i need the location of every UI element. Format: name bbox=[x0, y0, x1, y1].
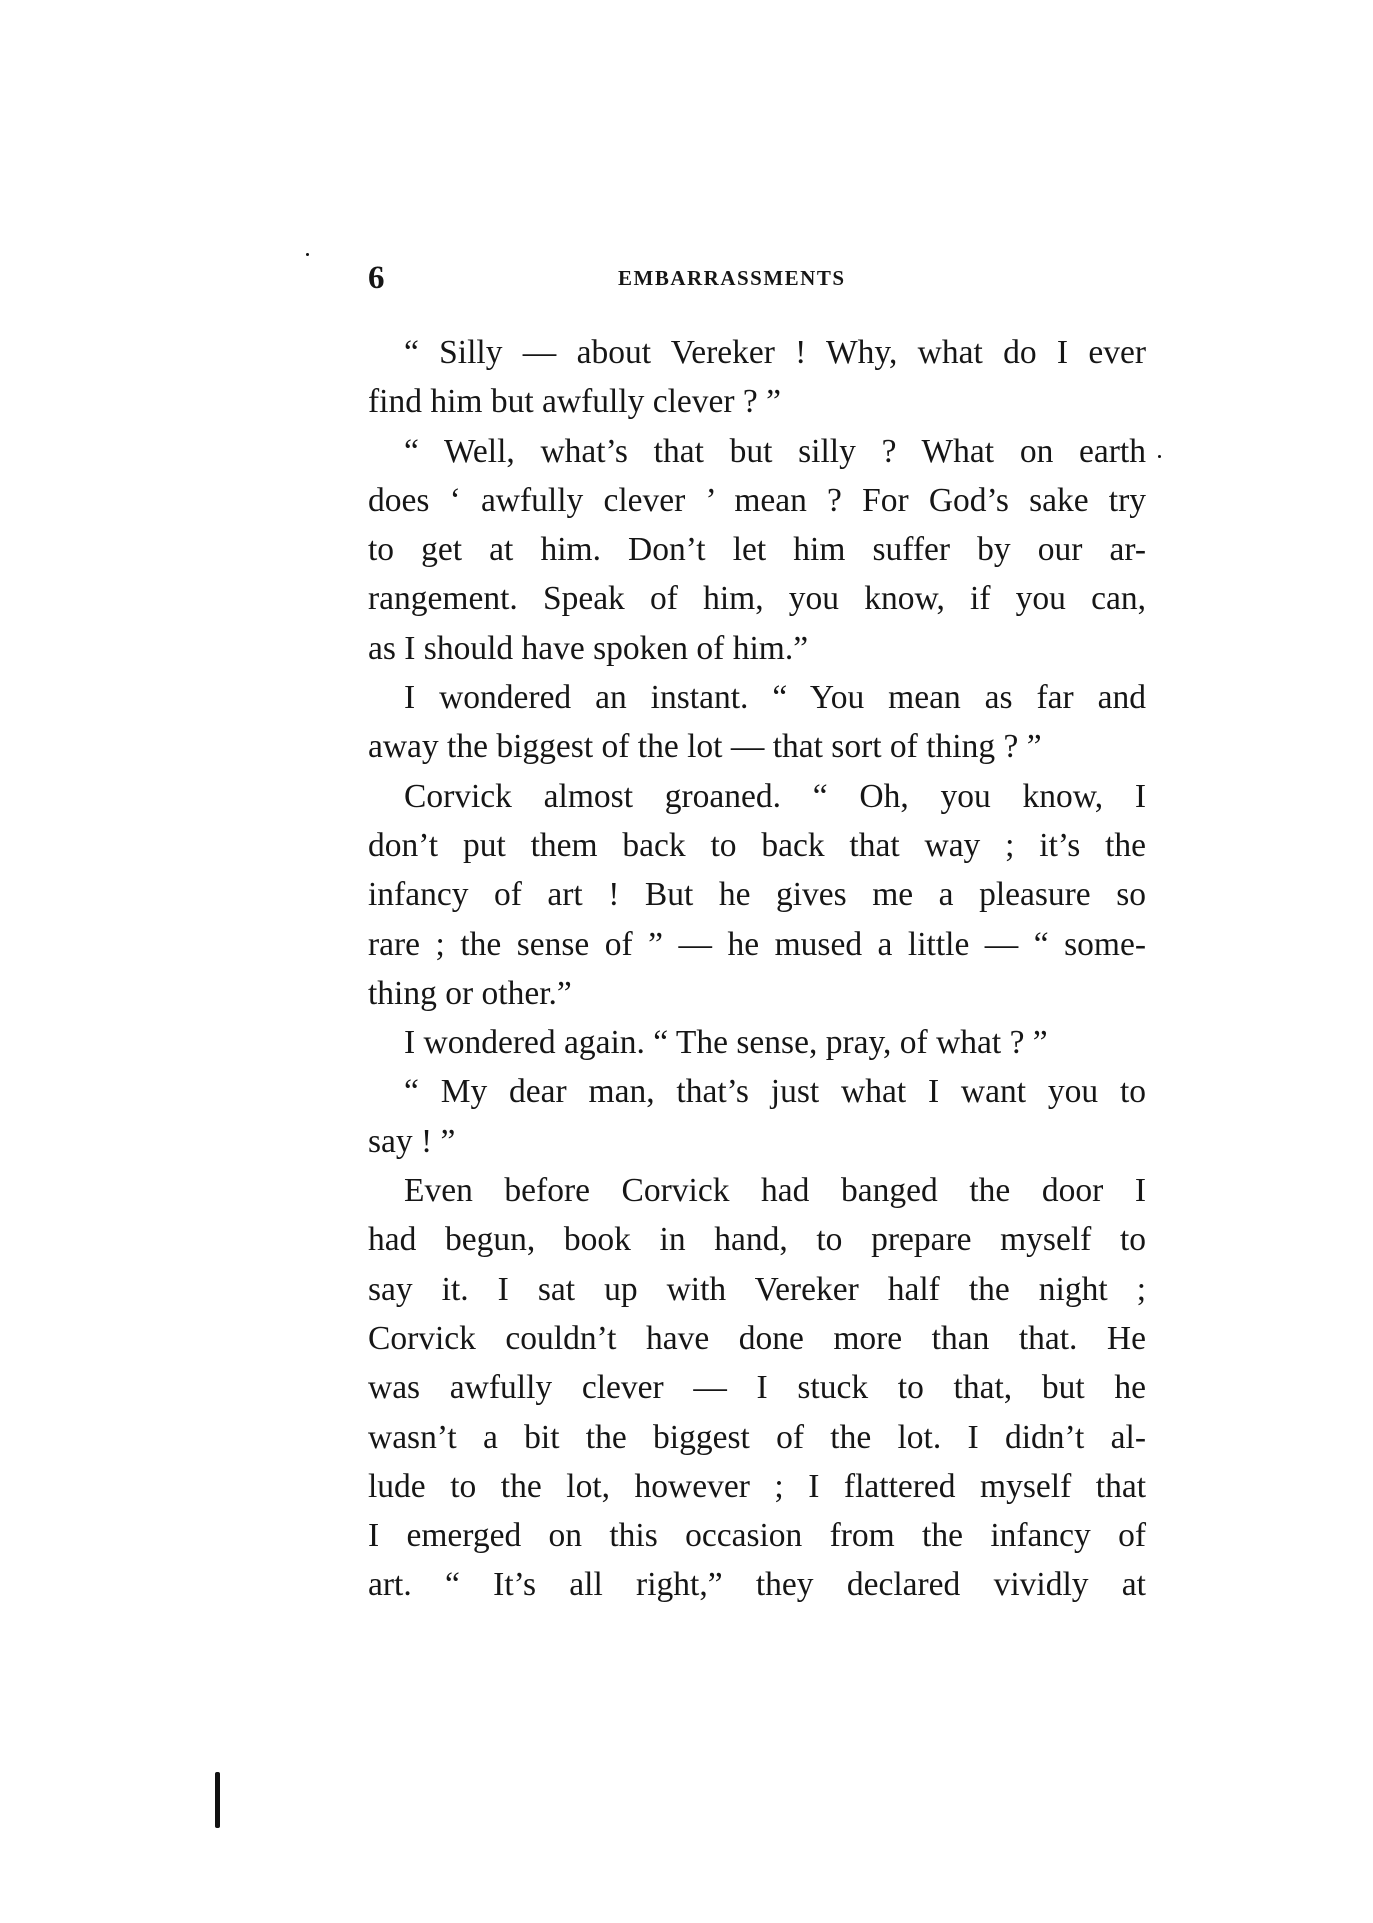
scan-speck bbox=[306, 253, 309, 256]
text-line: Even before Corvick had banged the door I bbox=[404, 1172, 1146, 1210]
text-line: find him but awfully clever ? ” bbox=[368, 383, 782, 421]
text-line: Corvick almost groaned. “ Oh, you know, I bbox=[404, 777, 1146, 815]
text-line: lude to the lot, however ; I flattered myself that bbox=[368, 1467, 1146, 1505]
text-line: was awfully clever — I stuck to that, but he bbox=[368, 1369, 1146, 1407]
text-line: away the biggest of the lot — that sort of thing ? ” bbox=[368, 728, 1042, 766]
text-line: had begun, book in hand, to prepare myself to bbox=[368, 1221, 1146, 1259]
text-line: say it. I sat up with Vereker half the night ; bbox=[368, 1270, 1146, 1308]
page-number: 6 bbox=[368, 260, 385, 296]
text-line: as I should have spoken of him.” bbox=[368, 629, 809, 667]
text-line: rangement. Speak of him, you know, if you can, bbox=[368, 580, 1146, 618]
text-line: rare ; the sense of ” — he mused a little — “ some- bbox=[368, 925, 1146, 963]
text-line: thing or other.” bbox=[368, 974, 572, 1012]
text-line: “ Well, what’s that but silly ? What on earth bbox=[404, 432, 1146, 470]
text-line: I emerged on this occasion from the infancy of bbox=[368, 1517, 1146, 1555]
text-line: to get at him. Don’t let him suffer by our ar- bbox=[368, 531, 1146, 569]
text-line: “ My dear man, that’s just what I want you to bbox=[404, 1073, 1146, 1111]
scan-binding-mark bbox=[215, 1772, 220, 1828]
running-head: EMBARRASSMENTS bbox=[618, 266, 846, 290]
text-line: I wondered again. “ The sense, pray, of what ? ” bbox=[404, 1024, 1048, 1062]
text-line: I wondered an instant. “ You mean as far and bbox=[404, 679, 1146, 717]
text-line: Corvick couldn’t have done more than that. He bbox=[368, 1319, 1146, 1357]
text-line: don’t put them back to back that way ; it’s the bbox=[368, 826, 1146, 864]
body-text bbox=[368, 328, 1146, 1610]
text-line: does ‘ awfully clever ’ mean ? For God’s sake try bbox=[368, 481, 1146, 519]
page-header bbox=[368, 258, 1146, 298]
text-line: infancy of art ! But he gives me a pleasure so bbox=[368, 876, 1146, 914]
text-line: wasn’t a bit the biggest of the lot. I didn’t al- bbox=[368, 1418, 1146, 1456]
text-line: “ Silly — about Vereker ! Why, what do I ever bbox=[404, 334, 1146, 371]
scan-speck bbox=[1158, 455, 1161, 458]
text-line: say ! ” bbox=[368, 1122, 456, 1160]
text-line: art. “ It’s all right,” they declared vividly at bbox=[368, 1566, 1146, 1604]
